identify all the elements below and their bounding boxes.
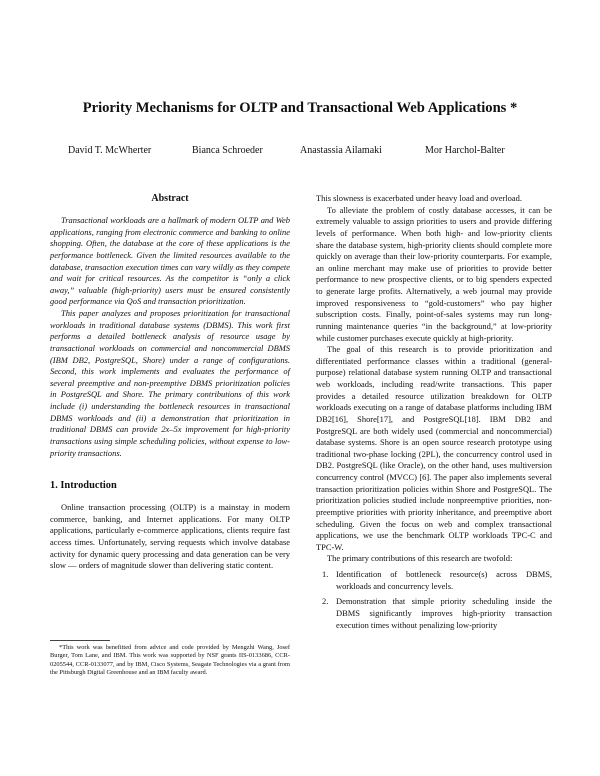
list-item xyxy=(316,596,552,631)
author-name: Mor Harchol-Balter xyxy=(425,145,505,156)
paper-title: Priority Mechanisms for OLTP and Transactional Web Applications * xyxy=(82,100,518,116)
author-name: Anastassia Ailamaki xyxy=(300,145,382,156)
footnote xyxy=(50,640,290,677)
abstract-heading: Abstract xyxy=(151,193,189,204)
abstract-paragraph: Transactional workloads are a hallmark of modern OLTP and Web applications, ranging from electronic commerce and banking to online shopping. Often, the database at the core of these applications is the performance bottleneck. Given the limited resources available to the database, transaction execution times can vary wildly as they compete and wait for critical resources. As the competitor is “only a click away,” valuable (high-priority) users must be ensured consistently good performance via QoS and transaction prioritization. xyxy=(50,215,290,307)
list-item xyxy=(316,569,552,592)
right-column xyxy=(316,193,552,631)
author-name: David T. McWherter xyxy=(68,145,152,156)
abstract-paragraph: This paper analyzes and proposes prioritization for transactional workloads in traditional database systems (DBMS). This work first performs a detailed bottleneck analysis of resource usage by transactional workloads on commercial and noncommercial DBMS (IBM DB2, PostgreSQL, Shore) under a range of configurations. Second, this work implements and evaluates the performance of several preemptive and non-preemptive DBMS prioritization policies in PostgreSQL and Shore. The primary contributions of this work include (i) understanding the bottleneck resources in transactional DBMS workloads and (ii) a demonstration that prioritization in traditional DBMS can provide 2x–5x improvement for high-priority transactions using simple scheduling policies, without expense to low-priority transactions. xyxy=(50,308,290,458)
list-number: 1. xyxy=(322,569,329,579)
footnote-rule xyxy=(50,640,110,641)
intro-paragraph: Online transaction processing (OLTP) is a mainstay in modern commerce, banking, and Internet applications. For many OLTP applications, particularly e-commerce applications, clients require fast access times. Unfortunately, serving requests which involve database activity for dynamic query processing and data generation can be very slow — orders of magnitude slower than delivering static content. xyxy=(50,502,290,571)
body-paragraph: The primary contributions of this research are twofold: xyxy=(327,553,513,564)
footnote-text: *This work was benefitted from advice and code provided by Mengzhi Wang, Josef Burger, Tom Lane, and IBM. This work was supported by NSF grants IIS-0133686, CCR-0205544, CCR-0133077, and by IBM, Cisco Systems, Seagate Technologies via a grant from the Pittsburgh Digital Greenhouse and an IBM faculty award. xyxy=(50,644,290,676)
list-number: 2. xyxy=(322,596,329,607)
body-paragraph: This slowness is exacerbated under heavy load and overload. xyxy=(316,193,522,203)
contribution-list xyxy=(316,569,552,631)
section-heading: 1. Introduction xyxy=(50,480,117,492)
list-item-text: Demonstration that simple priority scheduling inside the DBMS significantly improves high-priority transaction execution times without penalizing low-priority xyxy=(336,596,552,630)
author-list xyxy=(0,145,600,159)
left-column xyxy=(50,193,290,572)
body-paragraph: The goal of this research is to provide prioritization and differentiated performance classes within a traditional (general-purpose) relational database system running OLTP and transactional web workloads, including read/write transactions. This paper provides a detailed resource utilization breakdown for OLTP workloads executing on a range of database platforms including IBM DB2[16], Shore[17], and PostgreSQL[18]. IBM DB2 and PostgreSQL are both widely used (commercial and noncommercial) database systems. Shore is an open source research prototype using traditional two-phase locking (2PL), the concurrency control used in DB2. PostgreSQL (like Oracle), on the other hand, uses multiversion concurrency control (MVCC) [6]. The paper also implements several transaction prioritization policies within Shore and PostgreSQL. The prioritization policies studied include nonpreemptive priorities, non-preemptive priorities with priority inheritance, and preemptive abort scheduling. Given the focus on web and complex transactional applications, we use the benchmark OLTP workloads TPC-C and TPC-W. xyxy=(316,344,552,552)
body-paragraph: To alleviate the problem of costly database accesses, it can be extremely valuable to assign priorities to users and provide differing levels of performance. When both high- and low-priority clients share the database system, high-priority clients should complete more quickly on average than their low-priority counterparts. For example, an online merchant may make use of priorities to provide better performance to new prospective clients, or to big spenders expected to generate large profits. Alternatively, a web journal may provide improved responsiveness to “gold-customers” who pay higher subscription costs. Finally, point-of-sales systems may run long-running maintenance queries “in the background,” at low-priority while customer purchases execute quickly at high-priority. xyxy=(316,204,552,343)
author-name: Bianca Schroeder xyxy=(192,145,263,156)
list-item-text: Identification of bottleneck resource(s) across DBMS, workloads and concurrency levels. xyxy=(336,569,552,591)
